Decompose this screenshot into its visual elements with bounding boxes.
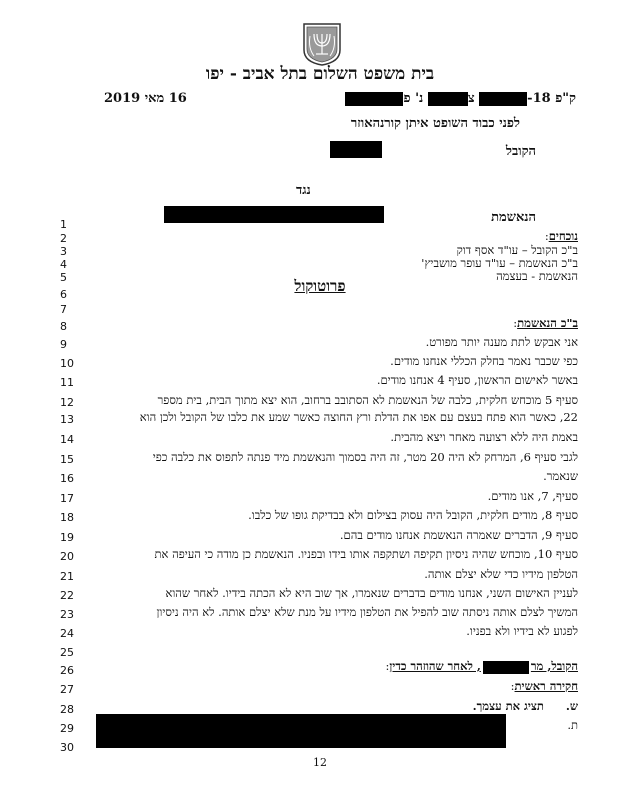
line-number: 18 (60, 511, 74, 524)
question-text: תציג את עצמך. (472, 699, 544, 713)
line-number: 11 (60, 376, 74, 389)
line-number: 19 (60, 531, 74, 544)
protocol-line: סעיף 8, מודים חלקית, הקובל היה עסוק בצילום ולא בבדיקת גופו של כלבו. (248, 508, 578, 522)
redaction-block (96, 714, 506, 748)
line-number: 25 (60, 646, 74, 659)
protocol-line: לגבי סעיף 6, המרחק לא היה 20 מטר, זה היה בסמוך והנאשמת מיד פנתה לתפוס את כלבה כפי (152, 450, 578, 464)
line-number: 5 (60, 271, 67, 284)
protocol-line: לפגוע לא בידיו ולא בפניו. (466, 624, 578, 638)
line-number: 8 (60, 320, 67, 333)
protocol-line: סעיף 10, מוכחש שהיה ניסיון תקיפה ושתקפה אותו בידו ובפניו. הנאשמת כן מודה כי העיפה את (154, 547, 578, 561)
line-number: 4 (60, 258, 67, 271)
redaction-block (330, 141, 382, 158)
attendance-item: ב"כ הקובל – עו"ד אסף דוק (456, 243, 578, 257)
attendance-item: ב"כ הנאשמת – עו"ד עופר מושביץ' (421, 256, 578, 270)
answer-mark: ת. (567, 718, 578, 732)
line-number: 2 (60, 232, 67, 245)
protocol-line: המשיך לצלם אותה ניסתה שוב להפיל את הטלפון מידיו על מנת שלא יצלם אותה. לא היה ניסיון (156, 605, 578, 619)
court-title: בית משפט השלום בתל אביב - יפו (205, 64, 435, 84)
line-number: 28 (60, 703, 74, 716)
case-number (345, 90, 576, 106)
line-number: 16 (60, 472, 74, 485)
line-number: 30 (60, 741, 74, 754)
case-mid-2: נ' פ (403, 91, 424, 106)
line-number: 12 (60, 396, 74, 409)
defense-counsel-label: ב"כ הנאשמת: (513, 316, 578, 330)
line-number: 21 (60, 570, 74, 583)
line-number: 15 (60, 453, 74, 466)
line-number: 23 (60, 608, 74, 621)
redaction-block (428, 92, 468, 106)
line-number: 17 (60, 492, 74, 505)
witness-line: הקובל, מר, לאחר שהוזהר כדין: (385, 659, 578, 673)
redaction-block (483, 661, 529, 674)
plaintiff-label: הקובל (505, 144, 536, 159)
against-label: נגד (296, 183, 311, 198)
line-number: 22 (60, 589, 74, 602)
hearing-date: 16 מאי 2019 (104, 91, 187, 106)
line-number: 3 (60, 245, 67, 258)
protocol-line: הטלפון מידיו כדי שלא יצלם אותה. (424, 567, 578, 581)
judge-line: לפני כבוד השופט איתן קורנהאוזר (350, 116, 520, 131)
protocol-line: סעיף 5 מוכחש חלקית, כלבה של הנאשמת לא הסתובב ברחוב, הוא יצא מתוך הבית, בית מספר (157, 393, 578, 407)
line-number: 14 (60, 433, 74, 446)
case-prefix: ק"פ 18- (527, 91, 576, 106)
line-number: 24 (60, 627, 74, 640)
line-number: 7 (60, 303, 67, 316)
protocol-line: סעיף, 7, אנו מודים. (487, 489, 578, 503)
redaction-block (479, 92, 527, 106)
protocol-line: אני אבקש לתת מענה יותר מפורט. (425, 335, 578, 349)
protocol-line: באמת היה ללא רצועה מאחר ויצא מהבית. (390, 430, 578, 444)
protocol-line: סעיף 9, הדברים שאמרה הנאשמת אנחנו מודים בהם. (339, 528, 578, 542)
question-line (88, 699, 578, 713)
line-number: 26 (60, 664, 74, 677)
case-mid-1: צ (467, 91, 475, 106)
protocol-line: באשר לאישום הראשון, סעיף 4 אנחנו מודים. (376, 373, 578, 387)
line-number: 6 (60, 288, 67, 301)
attendance-title: נוכחים: (544, 229, 578, 243)
state-emblem-icon (302, 22, 342, 66)
examination-label: חקירה ראשית: (510, 679, 578, 693)
line-number: 10 (60, 357, 74, 370)
line-number: 13 (60, 413, 74, 426)
protocol-line: שנאמר. (543, 469, 578, 483)
protocol-title: פרוטוקול (294, 277, 346, 295)
page-number: 12 (313, 756, 327, 769)
attendance-item: הנאשמת - בעצמה (496, 269, 578, 283)
line-number: 9 (60, 338, 67, 351)
redaction-block (164, 206, 384, 223)
defendant-label: הנאשמת (491, 210, 536, 225)
question-mark: ש. (565, 699, 578, 713)
line-number: 29 (60, 722, 74, 735)
redaction-block (345, 92, 403, 106)
protocol-line: כפי שכבר נאמר בחלק הכללי אנחנו מודים. (390, 354, 578, 368)
line-number: 27 (60, 683, 74, 696)
protocol-line: לעניין האישום השני, אנחנו מודים בדברים שנאמרו, אך שוב היא לא הכתה בידיו. לאחר שהוא (165, 586, 578, 600)
protocol-line: 22, כאשר הוא פתח בעצם עם אפו את הדלת ורץ החוצה כאשר שמע את כלבו של הקובל ולכן הוא (139, 410, 578, 424)
line-number: 1 (60, 218, 67, 231)
line-number: 20 (60, 550, 74, 563)
